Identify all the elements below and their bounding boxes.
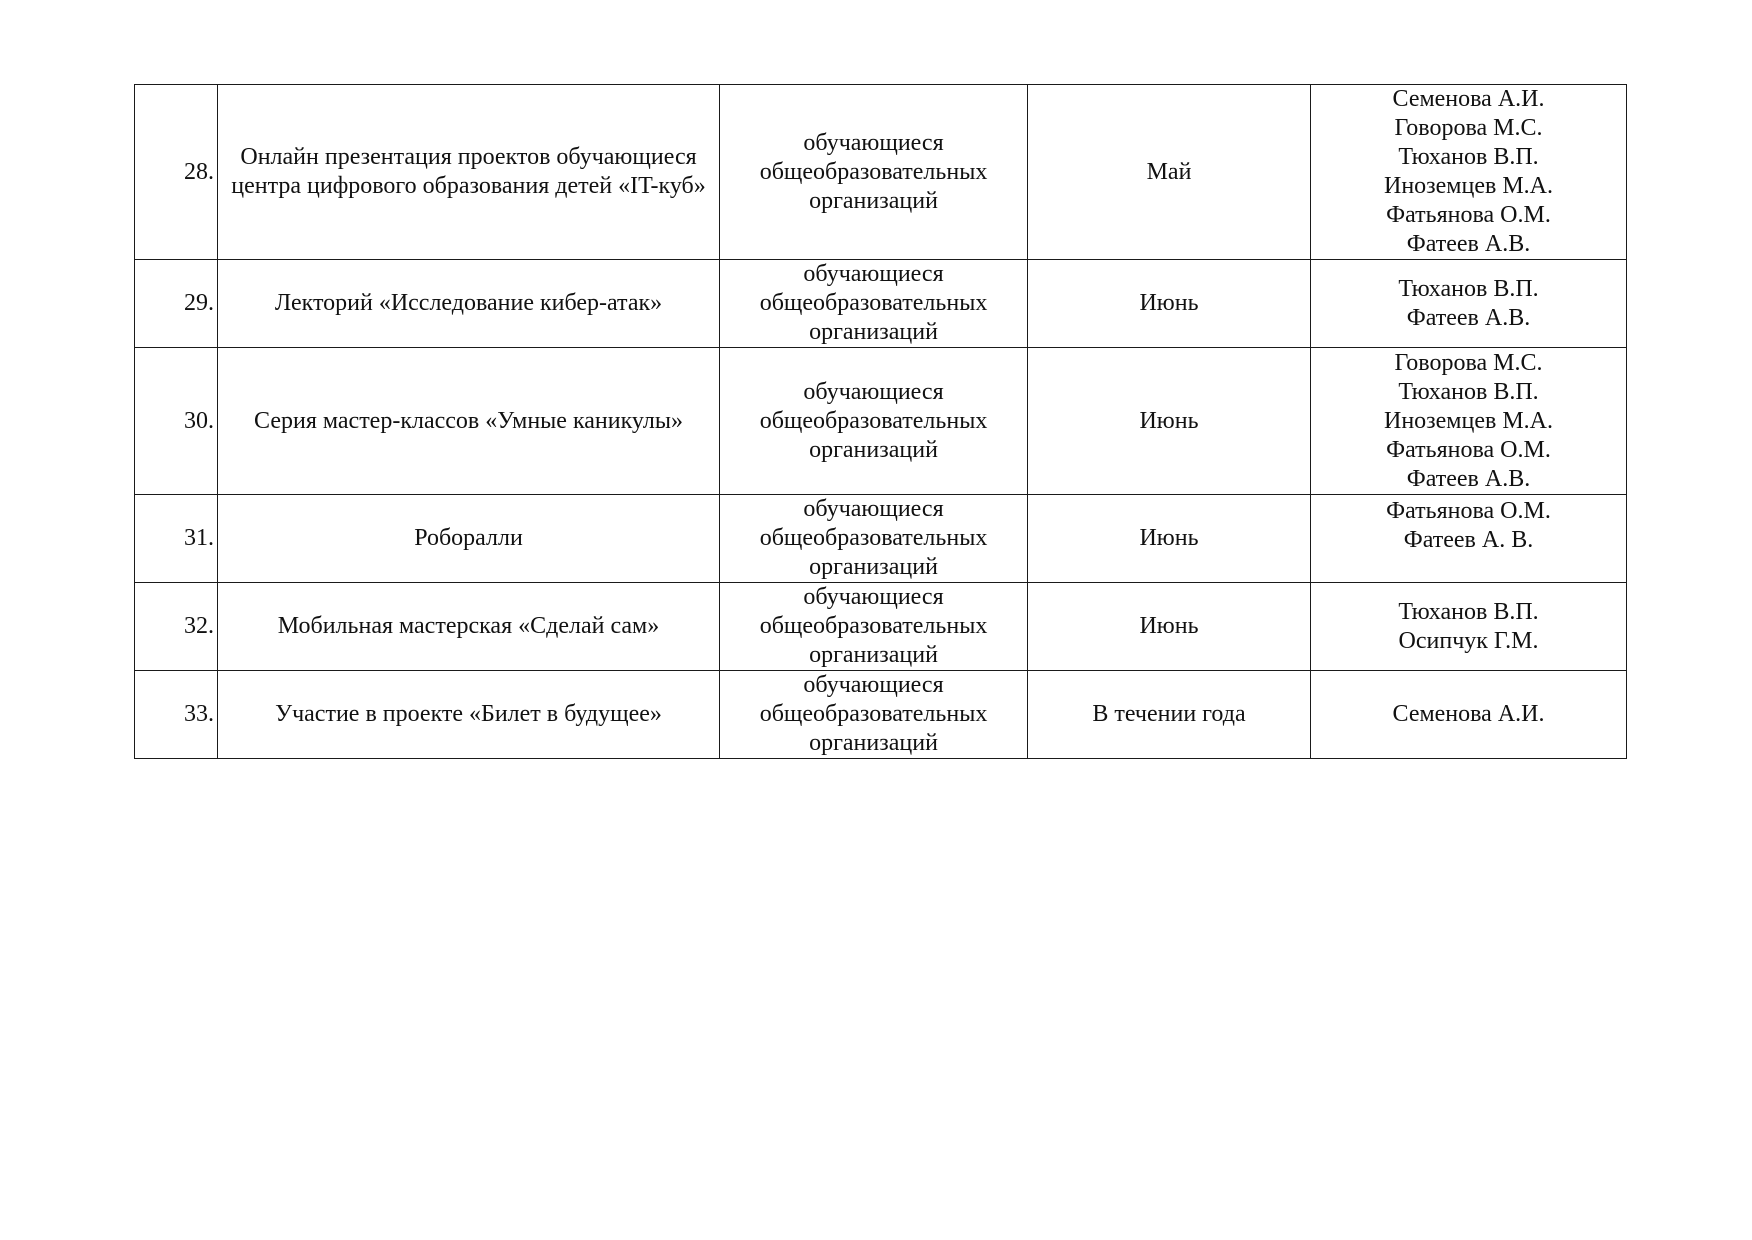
responsible-person: Тюханов В.П. xyxy=(1398,378,1539,405)
responsible-cell xyxy=(1311,495,1627,583)
participants-line: общеобразовательных xyxy=(759,407,988,434)
participants-line: организаций xyxy=(809,319,938,345)
responsible-person: Иноземцев М.А. xyxy=(1384,173,1553,199)
event-name: Мобильная мастерская «Сделай сам» xyxy=(218,583,720,671)
responsible-person: Иноземцев М.А. xyxy=(1384,407,1553,434)
responsible-cell xyxy=(1311,260,1627,348)
row-number: 32. xyxy=(135,583,218,671)
participants-line: общеобразовательных xyxy=(759,525,988,551)
responsible-person: Говорова М.С. xyxy=(1394,115,1543,141)
responsible-person: Фатьянова О.М. xyxy=(1386,436,1551,463)
participants-cell xyxy=(720,85,1028,260)
event-name: Робоpалли xyxy=(218,495,720,583)
responsible-person: Фатеев А. В. xyxy=(1403,527,1534,553)
table-row xyxy=(135,583,1627,671)
participants-line: обучающиеся xyxy=(803,672,944,698)
event-date: Июнь xyxy=(1028,348,1311,495)
event-date: Май xyxy=(1028,85,1311,260)
event-name: Лекторий «Исследование кибер-атак» xyxy=(218,260,720,348)
participants-cell xyxy=(720,583,1028,671)
responsible-person: Тюханов В.П. xyxy=(1398,275,1539,302)
row-number: 31. xyxy=(135,495,218,583)
participants-line: организаций xyxy=(809,642,938,668)
participants-cell xyxy=(720,260,1028,348)
responsible-cell xyxy=(1311,583,1627,671)
row-number: 28. xyxy=(135,85,218,260)
participants-cell xyxy=(720,495,1028,583)
participants-line: общеобразовательных xyxy=(759,290,988,316)
responsible-person: Фатьянова О.М. xyxy=(1386,498,1551,524)
participants-line: организаций xyxy=(809,554,938,580)
participants-line: организаций xyxy=(809,730,938,756)
table-row xyxy=(135,85,1627,260)
responsible-person: Говорова М.С. xyxy=(1394,349,1543,376)
participants-line: обучающиеся xyxy=(803,378,944,405)
responsible-person: Фатеев А.В. xyxy=(1406,304,1531,331)
row-number: 29. xyxy=(135,260,218,348)
participants-line: общеобразовательных xyxy=(759,701,988,727)
row-number: 33. xyxy=(135,671,218,759)
responsible-person: Фатеев А.В. xyxy=(1406,465,1531,492)
responsible-cell xyxy=(1311,348,1627,495)
responsible-person: Семенова А.И. xyxy=(1392,701,1545,727)
event-date: Июнь xyxy=(1028,495,1311,583)
table-row xyxy=(135,671,1627,759)
event-name: Серия мастер-классов «Умные каникулы» xyxy=(218,348,720,495)
participants-cell xyxy=(720,348,1028,495)
responsible-person: Осипчук Г.М. xyxy=(1398,627,1539,654)
event-date: Июнь xyxy=(1028,583,1311,671)
table-row xyxy=(135,495,1627,583)
event-date: В течении года xyxy=(1028,671,1311,759)
event-name: Участие в проекте «Билет в будущее» xyxy=(218,671,720,759)
responsible-person: Тюханов В.П. xyxy=(1398,598,1539,625)
participants-cell xyxy=(720,671,1028,759)
event-date: Июнь xyxy=(1028,260,1311,348)
table-row xyxy=(135,348,1627,495)
responsible-person: Тюханов В.П. xyxy=(1398,144,1539,170)
responsible-person: Фатьянова О.М. xyxy=(1386,202,1551,228)
participants-line: обучающиеся xyxy=(803,584,944,610)
responsible-cell xyxy=(1311,671,1627,759)
responsible-person: Фатеев А.В. xyxy=(1406,231,1531,257)
events-plan-table xyxy=(134,84,1627,759)
participants-line: обучающиеся xyxy=(803,129,944,156)
participants-line: организаций xyxy=(809,436,938,463)
table-row xyxy=(135,260,1627,348)
participants-line: общеобразовательных xyxy=(759,158,988,185)
responsible-cell xyxy=(1311,85,1627,260)
responsible-person: Семенова А.И. xyxy=(1392,86,1545,112)
participants-line: обучающиеся xyxy=(803,261,944,287)
row-number: 30. xyxy=(135,348,218,495)
participants-line: организаций xyxy=(809,187,938,214)
participants-line: обучающиеся xyxy=(803,496,944,522)
event-name: Онлайн презентация проектов обучающиеся центра цифрового образования детей «IT-куб» xyxy=(218,85,720,260)
participants-line: общеобразовательных xyxy=(759,613,988,639)
